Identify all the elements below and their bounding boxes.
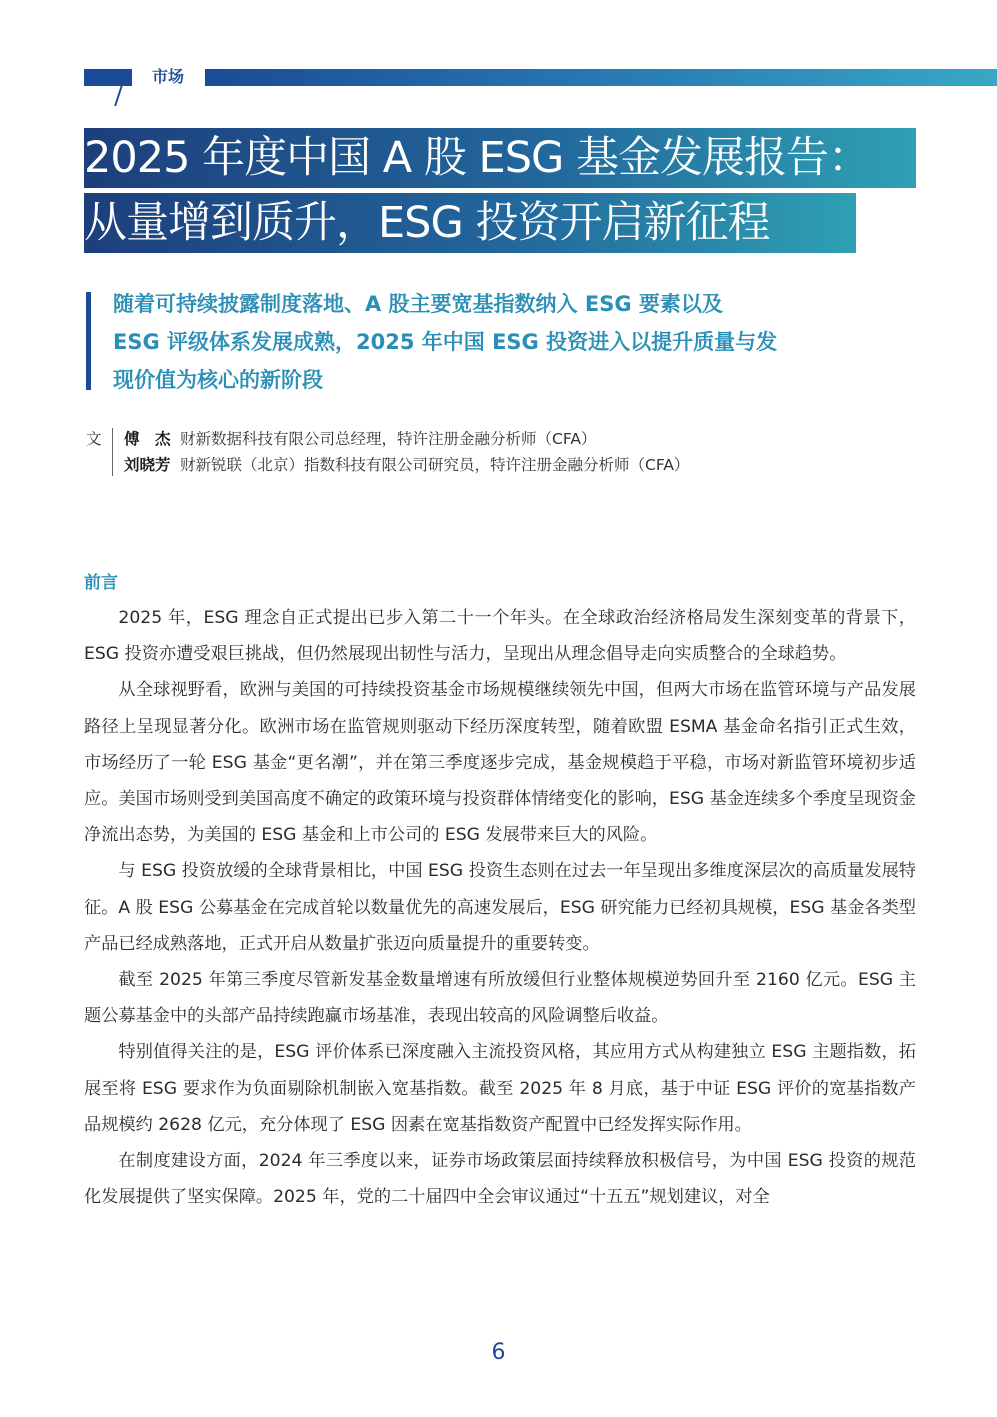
section-heading: 前言: [84, 573, 118, 593]
title-line-1: 2025 年度中国 A 股 ESG 基金发展报告：: [84, 128, 916, 188]
paragraph: 截至 2025 年第三季度尽管新发基金数量增速有所放缓但行业整体规模逆势回升至 2160 亿元。ESG 主题公募基金中的头部产品持续跑赢市场基准，表现出较高的风险调整后收益。: [84, 970, 916, 1027]
author-row: [124, 452, 689, 478]
lead-summary: 随着可持续披露制度落地、A 股主要宽基指数纳入 ESG 要素以及 ESG 评级体系发展成熟，2025 年中国 ESG 投资进入以提升质量与发 现价值为核心的新阶段: [113, 292, 778, 392]
section-label: 市场: [152, 67, 185, 86]
author-prefix: 文: [86, 430, 102, 448]
header-gradient-bar: [205, 69, 997, 86]
paragraph: 与 ESG 投资放缓的全球背景相比，中国 ESG 投资生态则在过去一年呈现出多维度深层次的高质量发展特征。A 股 ESG 公募基金在完成首轮以数量优先的高速发展后，ESG 研究能力已经初具规模，ESG 基金各类型产品已经成熟落地，正式开启从数量扩张迈向质量提升的重要转变。: [84, 861, 916, 954]
page-number: 6: [491, 1340, 506, 1365]
author-title: 财新锐联（北京）指数科技有限公司研究员，特许注册金融分析师（CFA）: [180, 456, 690, 474]
paragraph: 在制度建设方面，2024 年三季度以来，证券市场政策层面持续释放积极信号，为中国 ESG 投资的规范化发展提供了坚实保障。2025 年，党的二十届四中全会审议通过“十五五”规划建议，对全: [84, 1151, 916, 1208]
title-line-2: 从量增到质升，ESG 投资开启新征程: [84, 193, 856, 253]
author-divider: [112, 428, 113, 476]
paragraph: 从全球视野看，欧洲与美国的可持续投资基金市场规模继续领先中国，但两大市场在监管环境与产品发展路径上呈现显著分化。欧洲市场在监管规则驱动下经历深度转型，随着欧盟 ESMA 基金命名指引正式生效，市场经历了一轮 ESG 基金“更名潮”，并在第三季度逐步完成，基金规模趋于平稳，市场对新监管环境初步适应。美国市场则受到美国高度不确定的政策环境与投资群体情绪变化的影响，ESG 基金连续多个季度呈现资金净流出态势，为美国的 ESG 基金和上市公司的 ESG 发展带来巨大的风险。: [84, 680, 916, 846]
article-body: [84, 600, 916, 1215]
author-row: [124, 426, 596, 452]
author-name: 傅 杰: [124, 430, 171, 448]
paragraph: 特别值得关注的是，ESG 评价体系已深度融入主流投资风格，其应用方式从构建独立 ESG 主题指数，拓展至将 ESG 要求作为负面剔除机制嵌入宽基指数。截至 2025 年 8 月底，基于中证 ESG 评价的宽基指数产品规模约 2628 亿元，充分体现了 ESG 因素在宽基指数资产配置中已经发挥实际作用。: [84, 1042, 916, 1135]
author-name: 刘晓芳: [124, 456, 171, 474]
paragraph: 2025 年，ESG 理念自正式提出已步入第二十一个年头。在全球政治经济格局发生深刻变革的背景下，ESG 投资亦遭受艰巨挑战，但仍然展现出韧性与活力，呈现出从理念倡导走向实质整合的全球趋势。: [84, 608, 916, 665]
lead-accent-bar: [86, 292, 91, 390]
author-title: 财新数据科技有限公司总经理，特许注册金融分析师（CFA）: [180, 430, 597, 448]
